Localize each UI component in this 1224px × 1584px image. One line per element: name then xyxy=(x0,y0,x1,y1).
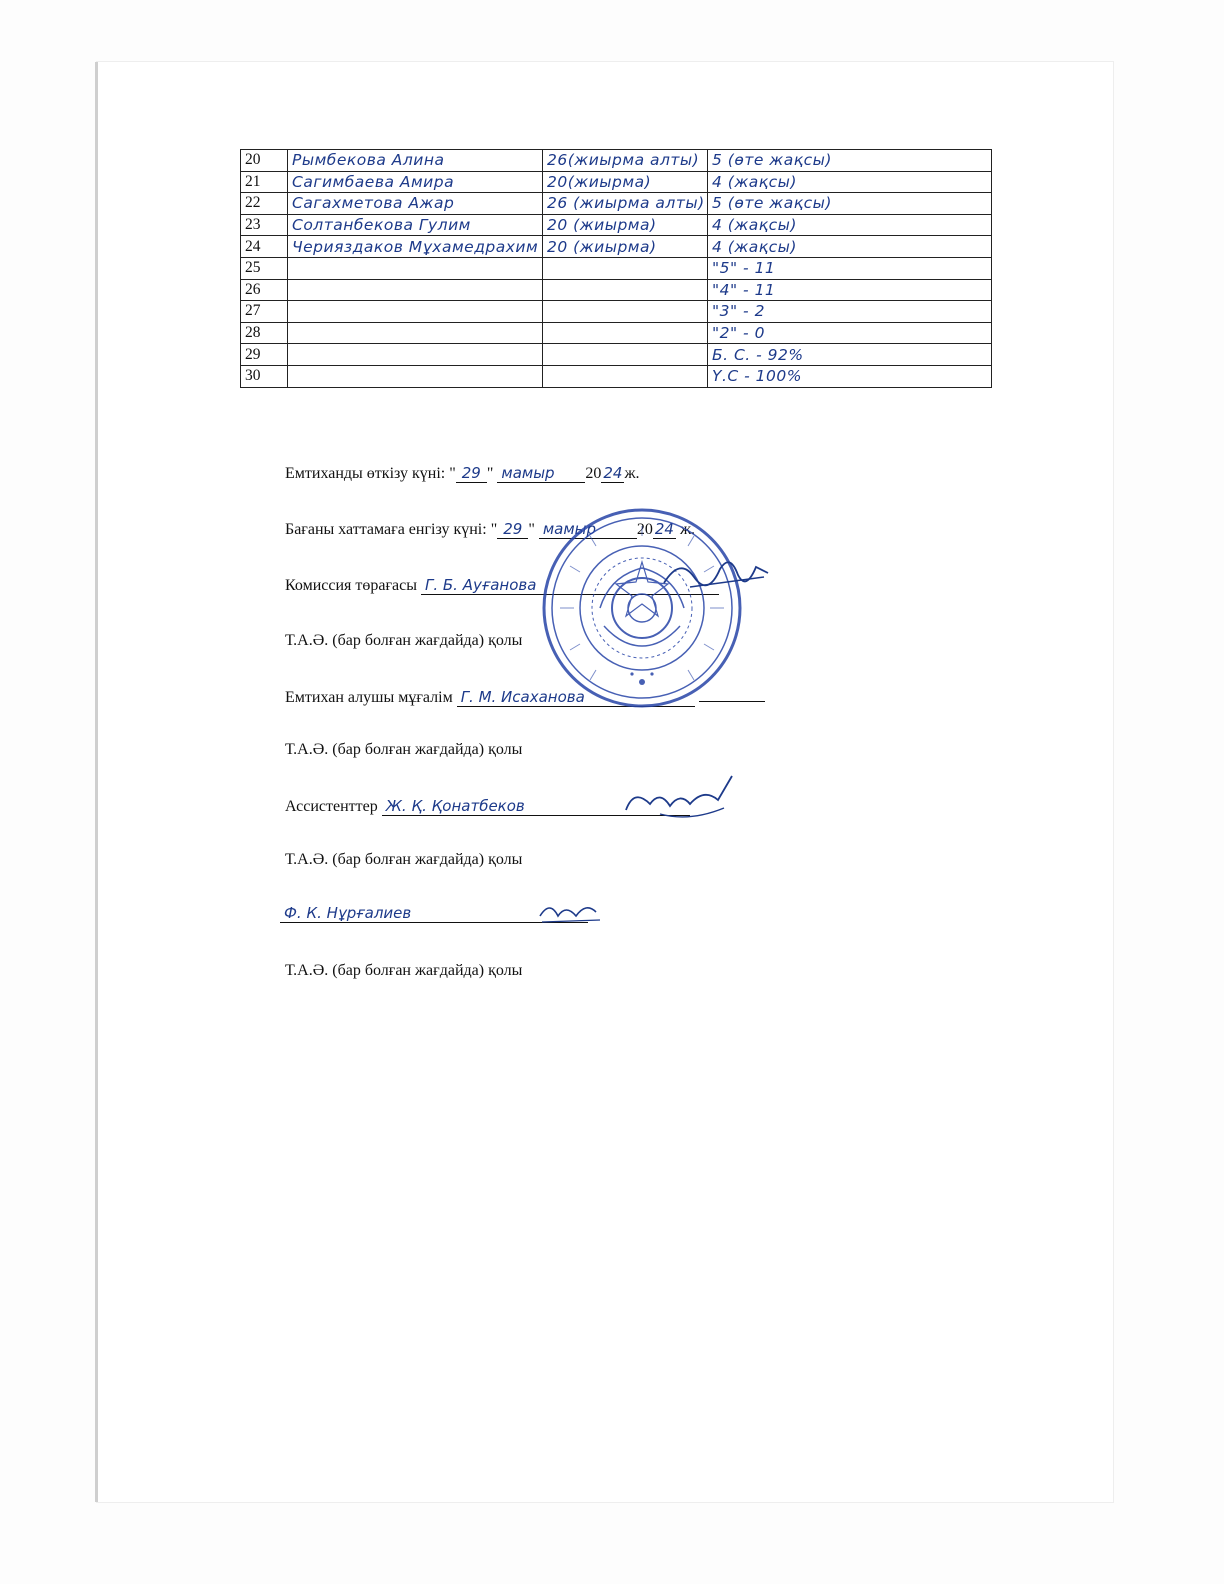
score-cell xyxy=(543,279,708,301)
official-seal-icon xyxy=(540,506,744,710)
row-number-cell: 25 xyxy=(241,257,288,279)
assistant-signature-icon xyxy=(620,770,740,830)
extra-member-signature-icon xyxy=(536,894,606,928)
chair-label: Комиссия төрағасы xyxy=(285,577,417,594)
exam-date-label: Емтиханды өткізу күні: " xyxy=(285,465,456,482)
extra-member-name: Ф. К. Нұрғалиев xyxy=(280,904,588,923)
score-cell xyxy=(543,257,708,279)
student-name-cell xyxy=(288,365,543,387)
row-number-cell: 27 xyxy=(241,301,288,323)
score-cell xyxy=(543,301,708,323)
grade-cell: 5 (өте жақсы) xyxy=(708,193,992,215)
score-cell: 20(жиырма) xyxy=(543,171,708,193)
row-number-cell: 26 xyxy=(241,279,288,301)
student-name-cell: Черияздаков Мұхамедрахим xyxy=(288,236,543,258)
extra-member-fio-note: Т.А.Ә. (бар болған жағдайда) қолы xyxy=(285,962,523,979)
grades-table-body xyxy=(241,150,992,388)
record-date-month: мамыр xyxy=(539,520,637,539)
student-name-cell xyxy=(288,301,543,323)
exam-date-end: ж. xyxy=(624,465,640,482)
exam-date-day: 29 xyxy=(456,464,487,483)
chair-name: Г. Б. Ауғанова xyxy=(421,576,719,595)
table-row xyxy=(241,193,992,215)
row-number-cell: 24 xyxy=(241,236,288,258)
score-cell: 20 (жиырма) xyxy=(543,214,708,236)
teacher-name: Г. М. Исаханова xyxy=(457,688,695,707)
exam-date-year-prefix: 20 xyxy=(585,465,602,482)
table-row xyxy=(241,236,992,258)
assistants-fio-note: Т.А.Ә. (бар болған жағдайда) қолы xyxy=(285,851,523,868)
grade-cell: 4 (жақсы) xyxy=(708,214,992,236)
assistants-label: Ассистенттер xyxy=(285,798,378,815)
chair-fio-note: Т.А.Ә. (бар болған жағдайда) қолы xyxy=(285,632,523,649)
row-number-cell: 22 xyxy=(241,193,288,215)
table-row xyxy=(241,279,992,301)
grade-cell: "4" - 11 xyxy=(708,279,992,301)
student-name-cell xyxy=(288,257,543,279)
table-row xyxy=(241,301,992,323)
table-row xyxy=(241,344,992,366)
table-row xyxy=(241,214,992,236)
exam-date-year-suffix: 24 xyxy=(603,464,623,482)
student-name-cell xyxy=(288,344,543,366)
record-date-year-suffix: 24 xyxy=(654,520,674,538)
teacher-label: Емтихан алушы мұғалім xyxy=(285,689,453,706)
assistants-name: Ж. Қ. Қонатбеков xyxy=(382,797,690,816)
row-number-cell: 20 xyxy=(241,150,288,172)
student-name-cell xyxy=(288,322,543,344)
grade-cell: "5" - 11 xyxy=(708,257,992,279)
score-cell: 26(жиырма алты) xyxy=(543,150,708,172)
score-cell xyxy=(543,344,708,366)
teacher-fio-note: Т.А.Ә. (бар болған жағдайда) қолы xyxy=(285,741,523,758)
grades-table xyxy=(240,149,992,388)
row-number-cell: 30 xyxy=(241,365,288,387)
student-name-cell xyxy=(288,279,543,301)
student-name-cell: Солтанбекова Гулим xyxy=(288,214,543,236)
grade-cell: Б. С. - 92% xyxy=(708,344,992,366)
row-number-cell: 28 xyxy=(241,322,288,344)
score-cell: 26 (жиырма алты) xyxy=(543,193,708,215)
table-row xyxy=(241,322,992,344)
grade-cell: "3" - 2 xyxy=(708,301,992,323)
score-cell: 20 (жиырма) xyxy=(543,236,708,258)
record-date-year-prefix: 20 xyxy=(636,521,653,538)
student-name-cell: Рымбекова Алина xyxy=(288,150,543,172)
record-date-quote: " xyxy=(528,521,535,538)
row-number-cell: 23 xyxy=(241,214,288,236)
grade-cell: "2" - 0 xyxy=(708,322,992,344)
table-row xyxy=(241,150,992,172)
grade-cell: 5 (өте жақсы) xyxy=(708,150,992,172)
table-row xyxy=(241,257,992,279)
exam-date-month: мамыр xyxy=(497,464,585,483)
table-row xyxy=(241,365,992,387)
grade-cell: Ү.С - 100% xyxy=(708,365,992,387)
record-date-day: 29 xyxy=(497,520,528,539)
student-name-cell: Сагимбаева Амира xyxy=(288,171,543,193)
exam-date-line xyxy=(285,464,640,483)
student-name-cell: Сагахметова Ажар xyxy=(288,193,543,215)
score-cell xyxy=(543,322,708,344)
page-binding-edge xyxy=(95,62,98,1502)
record-date-label: Бағаны хаттамаға енгізу күні: " xyxy=(285,521,498,538)
exam-date-quote: " xyxy=(486,465,494,482)
score-cell xyxy=(543,365,708,387)
grade-cell: 4 (жақсы) xyxy=(708,171,992,193)
table-row xyxy=(241,171,992,193)
grade-cell: 4 (жақсы) xyxy=(708,236,992,258)
row-number-cell: 29 xyxy=(241,344,288,366)
record-date-end: ж. xyxy=(675,521,695,538)
chair-signature-icon xyxy=(660,547,770,597)
row-number-cell: 21 xyxy=(241,171,288,193)
